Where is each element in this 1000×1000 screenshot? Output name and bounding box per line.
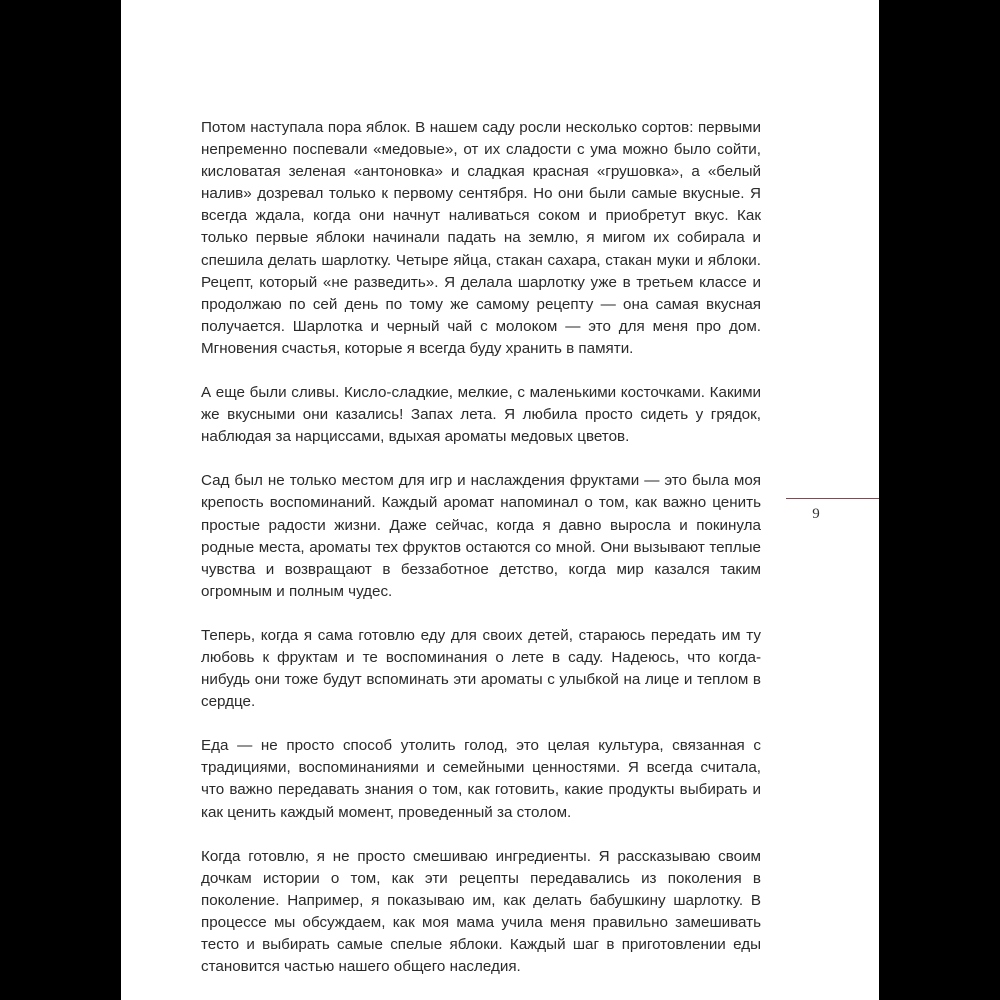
- paragraph-food-culture: Еда — не просто способ утолить голод, это целая культура, связанная с традициями, воспоминаниями и семейными ценностями. Я всегда считала, что важно передавать знания о том, как готовить, какие продукты выбирать и как ценить каждый момент, проведенный за столом.: [201, 737, 761, 821]
- page-number: 9: [812, 506, 820, 522]
- paragraph-cooking-heritage: Когда готовлю, я не просто смешиваю ингредиенты. Я рассказываю своим дочкам истории о том, как эти рецепты передавались из поколения в поколение. Например, я показываю им, как делать бабушкину шарлотку. В процессе мы обсуждаем, как моя мама учила меня правильно замешивать тесто и выбирать самые спелые яблоки. Каждый шаг в приготовлении еды становится частью нашего общего наследия.: [201, 847, 761, 976]
- paragraph-apples: Потом наступала пора яблок. В нашем саду росли несколько сортов: первыми непременно поспевали «медовые», от их сладости с ума можно было сойти, кисловатая зеленая «антоновка» и сладкая красная «грушовка», а «белый налив» дозревал только к первому сентября. Но они были самые вкусные. Я всегда ждала, когда они начнут наливаться соком и приобретут вкус. Как только первые яблоки начинали падать на землю, я мигом их собирала и спешила делать шарлотку. Четыре яйца, стакан сахара, стакан муки и яблоки. Рецепт, который «не разведить». Я делала шарлотку уже в третьем классе и продолжаю по сей день по тому же самому рецепту — она самая вкусная получается. Шарлотка и черный чай с молоком — это для меня про дом. Мгновения счастья, которые я всегда буду хранить в памяти.: [201, 119, 761, 357]
- body-text: [201, 117, 761, 978]
- paragraph-garden-memories: Сад был не только местом для игр и наслаждения фруктами — это была моя крепость воспоминаний. Каждый аромат напоминал о том, как важно ценить простые радости жизни. Даже сейчас, когда я давно выросла и покинула родные места, ароматы тех фруктов остаются со мной. Они вызывают теплые чувства и возвращают в беззаботное детство, когда мир казался таким огромным и полным чудес.: [201, 472, 761, 600]
- paragraph-plums: А еще были сливы. Кисло-сладкие, мелкие, с маленькими косточками. Какими же вкусными они казались! Запах лета. Я любила просто сидеть у грядок, наблюдая за нарциссами, вдыхая ароматы медовых цветов.: [201, 384, 761, 446]
- paragraph-children: Теперь, когда я сама готовлю еду для своих детей, стараюсь передать им ту любовь к фруктам и те воспоминания о лете в саду. Надеюсь, что когда-нибудь они тоже будут вспоминать эти ароматы с улыбкой на лице и теплом в сердце.: [201, 626, 761, 711]
- book-page: [121, 0, 879, 1000]
- margin-rule: [786, 498, 879, 499]
